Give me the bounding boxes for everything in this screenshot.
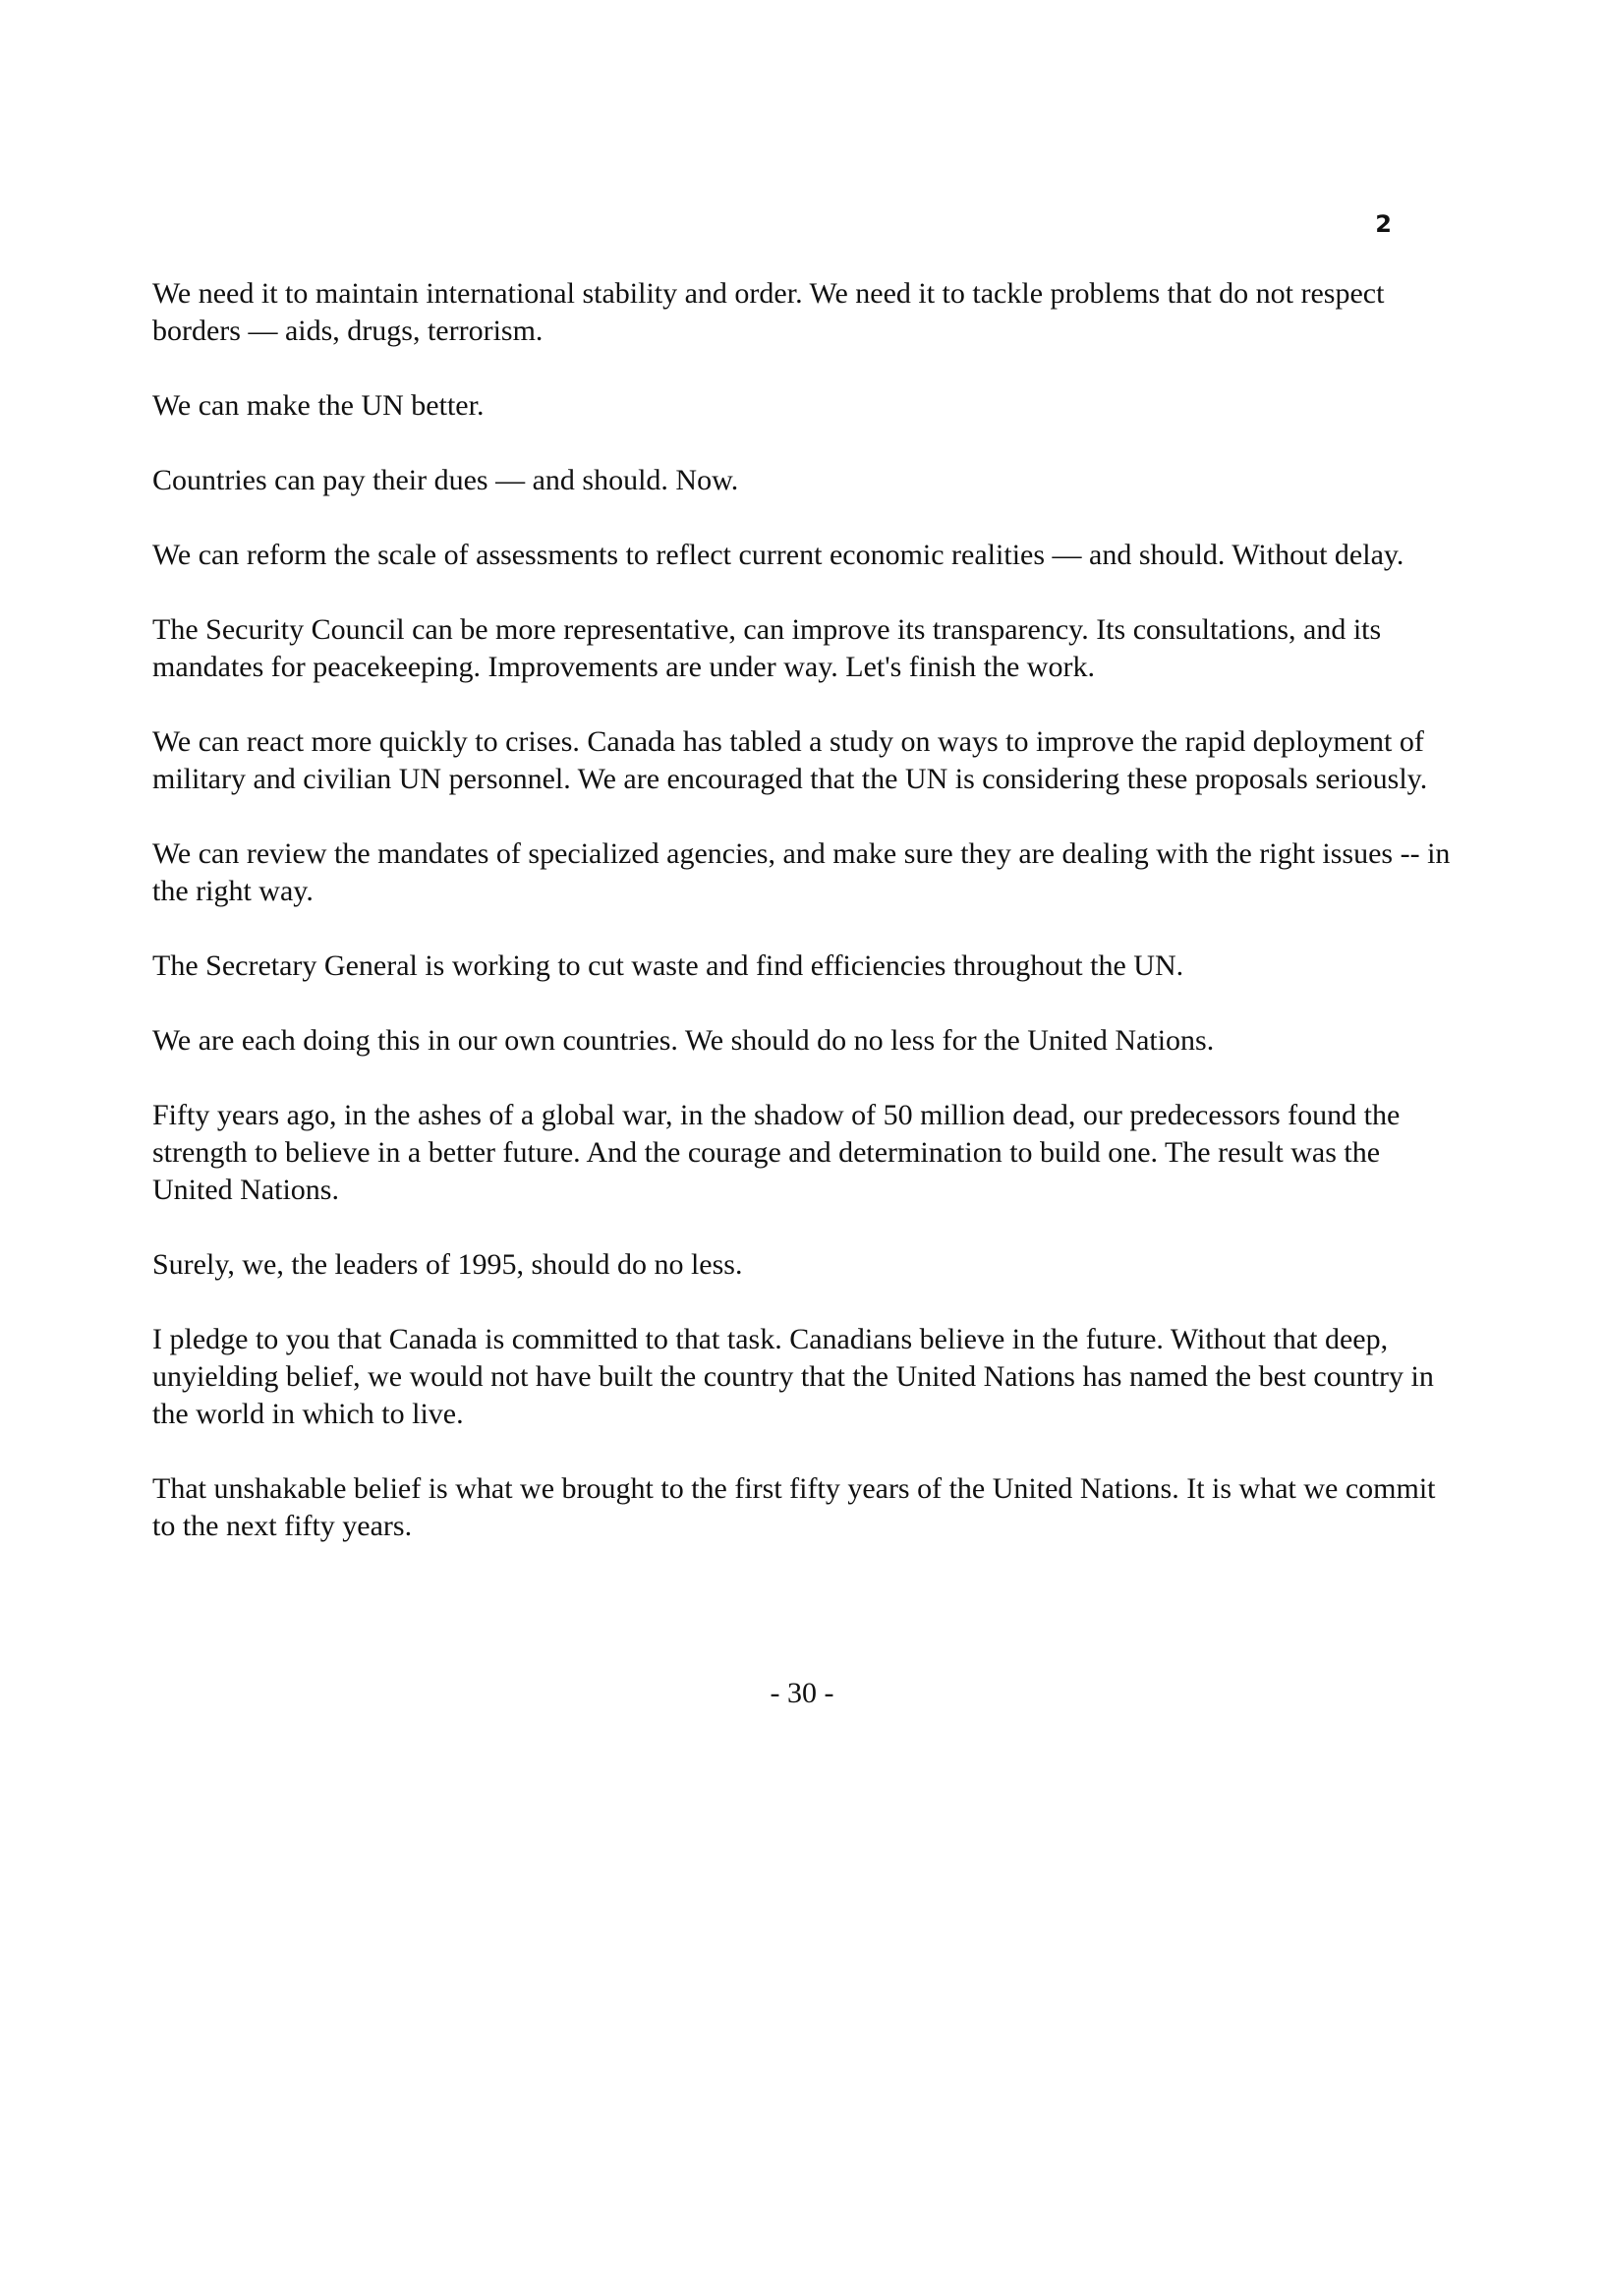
footer-page-number: - 30 - [770, 1677, 834, 1709]
paragraph-13: That unshakable belief is what we brought to the first fifty years of the United Nations. It is what we commit to the next fifty years. [152, 1472, 1436, 1542]
paragraph-9: We are each doing this in our own countries. We should do no less for the United Nations. [152, 1024, 1215, 1057]
paragraph-1: We need it to maintain international stability and order. We need it to tackle problems that do not respect borders — aids, drugs, terrorism. [152, 277, 1385, 347]
paragraph-12: I pledge to you that Canada is committed to that task. Canadians believe in the future. Without that deep, unyielding belief, we would not have built the country that the United Nations has named the best country in the world in which to live. [152, 1323, 1434, 1430]
paragraph-7: We can review the mandates of specialized agencies, and make sure they are dealing with the right issues -- in the right way. [152, 837, 1451, 907]
paragraph-2: We can make the UN better. [152, 389, 485, 422]
paragraph-10: Fifty years ago, in the ashes of a global war, in the shadow of 50 million dead, our predecessors found the strength to believe in a better future. And the courage and determination to build one. The result was the United Nations. [152, 1099, 1401, 1206]
paragraph-5: The Security Council can be more representative, can improve its transparency. Its consultations, and its mandates for peacekeeping. Improvements are under way. Let's finish the work. [152, 613, 1382, 683]
paragraph-3: Countries can pay their dues — and should. Now. [152, 464, 739, 496]
page-number: 2 [1375, 210, 1392, 238]
body-text [152, 275, 1460, 1582]
paragraph-8: The Secretary General is working to cut waste and find efficiencies throughout the UN. [152, 949, 1184, 982]
paragraph-6: We can react more quickly to crises. Canada has tabled a study on ways to improve the rapid deployment of military and civilian UN personnel. We are encouraged that the UN is considering these proposals seriously. [152, 725, 1428, 795]
paragraph-4: We can reform the scale of assessments to reflect current economic realities — and should. Without delay. [152, 539, 1404, 571]
paragraph-11: Surely, we, the leaders of 1995, should do no less. [152, 1248, 743, 1281]
